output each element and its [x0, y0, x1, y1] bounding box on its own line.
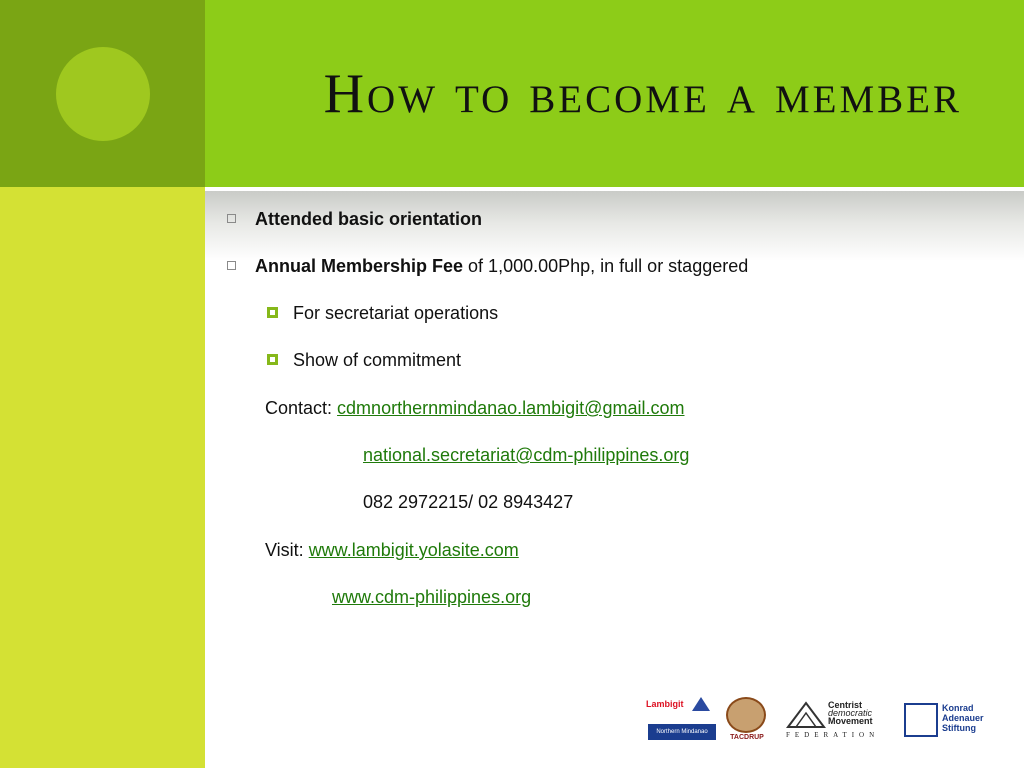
kas-line2: Adenauer [942, 713, 984, 723]
kas-line1: Konrad [942, 703, 974, 713]
sub-bullet-item [267, 303, 498, 324]
slide-title: How to become a member [323, 63, 962, 125]
triangle-icon [692, 697, 710, 711]
contact-phone: 082 2972215/ 02 8943427 [363, 492, 574, 512]
kas-line3: Stiftung [942, 723, 976, 733]
lambigit-mark: Lambigit [646, 699, 684, 709]
visit-line [265, 540, 519, 561]
sub-bullet-text: For secretariat operations [293, 303, 499, 323]
email-link-1[interactable]: cdmnorthernmindanao.lambigit@gmail.com [337, 398, 685, 418]
contact-email-2 [363, 445, 689, 466]
contact-line [265, 398, 684, 419]
email-link-2[interactable]: national.secretariat@cdm-philippines.org [363, 445, 690, 465]
hollow-square-bullet-icon [227, 261, 236, 270]
cdm-line2: democratic [828, 708, 873, 718]
cdm-triangle-icon [786, 701, 826, 729]
cdm-name [828, 701, 873, 725]
tacdrup-logo [724, 697, 770, 743]
url-link-1[interactable]: www.lambigit.yolasite.com [308, 540, 519, 560]
tacdrup-seal-icon [726, 697, 766, 733]
cdm-federation-text: FEDERATION [786, 731, 880, 739]
partner-logos [646, 697, 989, 745]
url-link-2[interactable]: www.cdm-philippines.org [332, 587, 532, 607]
kas-box-icon [904, 703, 938, 737]
kas-name [942, 703, 984, 733]
decorative-circle [56, 47, 150, 141]
slide-content [205, 0, 1024, 768]
lambigit-strip: Northern Mindanao [648, 724, 716, 740]
contact-label: Contact: [265, 398, 338, 418]
tacdrup-label: TACDRUP [730, 734, 764, 741]
kas-logo [904, 701, 994, 741]
visit-url-2 [332, 587, 531, 608]
bullet-item [227, 256, 748, 277]
lambigit-logo [646, 697, 718, 743]
bullet-bold: Attended basic orientation [255, 209, 483, 229]
green-square-bullet-icon [267, 354, 278, 365]
left-bottom-panel [0, 187, 205, 768]
hollow-square-bullet-icon [227, 214, 236, 223]
sub-bullet-text: Show of commitment [293, 350, 462, 370]
cdm-federation-logo [786, 701, 886, 741]
green-square-bullet-icon [267, 307, 278, 318]
bullet-item [227, 209, 482, 230]
cdm-line1: Centrist [828, 700, 863, 710]
cdm-line3: Movement [828, 716, 873, 726]
visit-label: Visit: [265, 540, 309, 560]
bullet-bold: Annual Membership Fee [255, 256, 464, 276]
bullet-text: of 1,000.00Php, in full or staggered [463, 256, 749, 276]
sub-bullet-item [267, 350, 461, 371]
